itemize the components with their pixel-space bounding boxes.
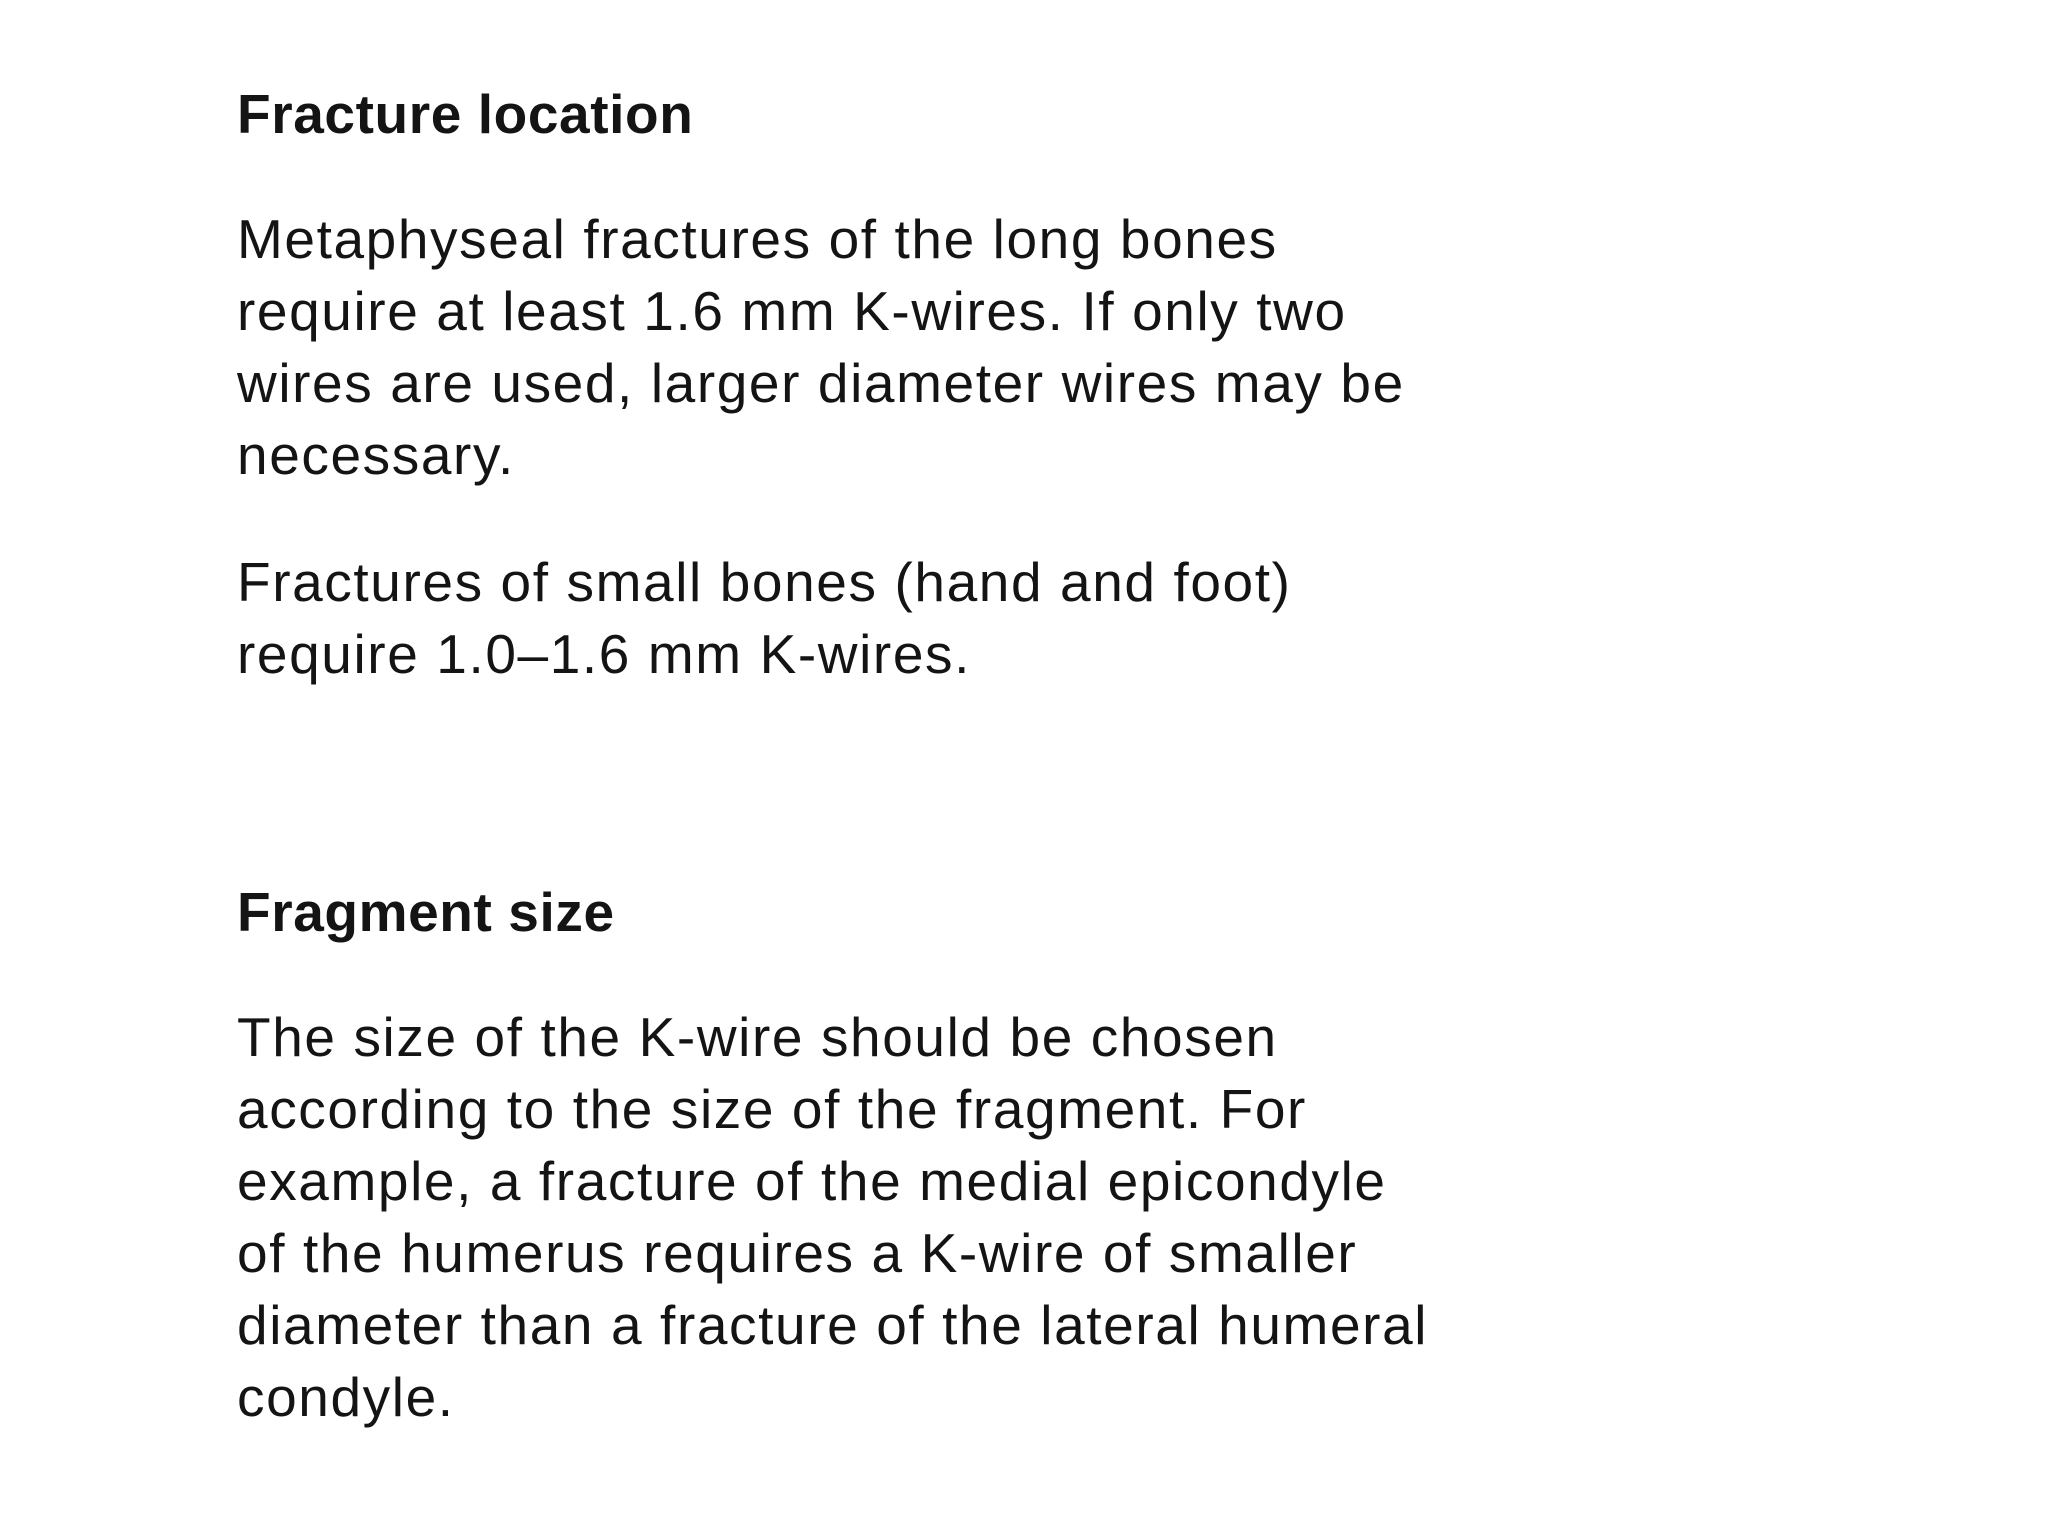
text-line: of the humerus requires a K-wire of smaller: [237, 1222, 1358, 1284]
paragraph-kwire-size: [237, 1001, 1428, 1433]
text-line: example, a fracture of the medial epicondyle: [237, 1150, 1387, 1212]
text-line: diameter than a fracture of the lateral humeral: [237, 1294, 1429, 1356]
text-line: condyle.: [237, 1366, 455, 1428]
section-heading-fracture-location: Fracture location: [237, 83, 694, 145]
text-line: according to the size of the fragment. For: [237, 1078, 1307, 1140]
paragraph-small-bones: [237, 546, 1292, 690]
section-heading-fragment-size: Fragment size: [237, 881, 615, 943]
text-line: The size of the K-wire should be chosen: [237, 1006, 1278, 1068]
text-line: Metaphyseal fractures of the long bones: [237, 208, 1278, 270]
text-line: wires are used, larger diameter wires may be: [237, 352, 1405, 414]
text-line: require 1.0–1.6 mm K-wires.: [237, 623, 972, 685]
text-line: require at least 1.6 mm K-wires. If only two: [237, 280, 1347, 342]
paragraph-metaphyseal-fractures: [237, 203, 1405, 491]
text-line: Fractures of small bones (hand and foot): [237, 551, 1292, 613]
text-line: necessary.: [237, 424, 515, 486]
